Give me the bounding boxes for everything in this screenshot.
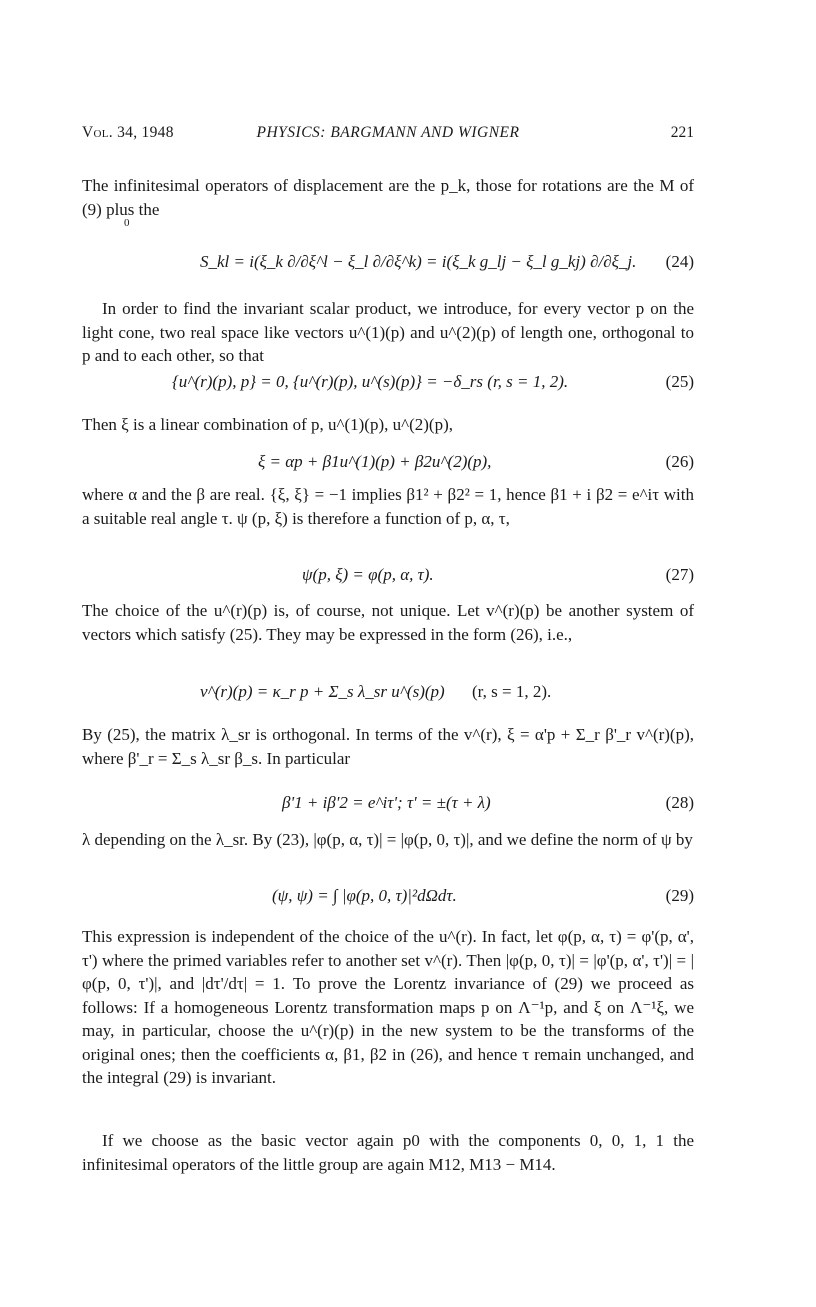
equation-28-number: (28) [665, 793, 694, 812]
equation-26 [82, 452, 694, 482]
equation-25 [82, 372, 694, 402]
equation-29 [82, 886, 694, 916]
equation-26-number: (26) [665, 452, 694, 471]
paragraph-5: The choice of the u^(r)(p) is, of course, not unique. Let v^(r)(p) be another system of vectors which satisfy (25). They may be expressed in the form (26), i.e., [82, 601, 694, 644]
equation-29-body: (ψ, ψ) = ∫ |φ(p, 0, τ)|²dΩdτ. [272, 886, 457, 905]
paragraph-9: If we choose as the basic vector again p0 with the components 0, 0, 1, 1 the infinitesimal operators of the little group are again M12, M13 − M14. [82, 1131, 694, 1174]
equation-24-body: S_kl = i(ξ_k ∂/∂ξ^l − ξ_l ∂/∂ξ^k) = i(ξ_k g_lj − ξ_l g_kj) ∂/∂ξ_j. [200, 252, 637, 271]
equation-24-number: (24) [665, 252, 694, 271]
equation-v-condition: (r, s = 1, 2). [472, 682, 552, 701]
volume-label: Vol. 34, 1948 [82, 124, 174, 141]
equation-28 [82, 793, 694, 823]
equation-24 [82, 252, 694, 282]
page-number: 221 [670, 124, 694, 141]
equation-25-body: {u^(r)(p), p} = 0, {u^(r)(p), u^(s)(p)} = −δ_rs (r, s = 1, 2). [172, 372, 569, 391]
running-title: PHYSICS: BARGMANN AND WIGNER [256, 124, 520, 141]
equation-26-body: ξ = αp + β1u^(1)(p) + β2u^(2)(p), [258, 452, 492, 471]
equation-27-body: ψ(p, ξ) = φ(p, α, τ). [302, 565, 434, 584]
paragraph-7: λ depending on the λ_sr. By (23), |φ(p, α, τ)| = |φ(p, 0, τ)|, and we define the norm of ψ by [82, 830, 693, 849]
paragraph-4: where α and the β are real. {ξ, ξ} = −1 implies β1² + β2² = 1, hence β1 + i β2 = e^iτ with a suitable real angle τ. ψ (p, ξ) is therefore a function of p, α, τ, [82, 485, 694, 528]
paragraph-1: The infinitesimal operators of displacement are the p_k, those for rotations are the M of (9) plus the [82, 176, 694, 219]
equation-27 [82, 565, 694, 595]
paragraph-8: This expression is independent of the choice of the u^(r). In fact, let φ(p, α, τ) = φ'(p, α', τ') where the primed variables refer to another set v^(r). Then |φ(p, 0, τ)| = |φ'(p, α', τ')| = |φ(p, 0, τ')|, and |dτ'/dτ| = 1. To prove the Lorentz invariance of (29) we proceed as follows: If a homogeneous Lorentz transformation maps p on Λ⁻¹p, and ξ on Λ⁻¹ξ, we may, in particular, choose the u^(r)(p) in the new system to be the transforms of the original ones; then the coefficients α, β1, β2 in (26), and hence τ remain unchanged, and the integral (29) is invariant. [82, 927, 694, 1087]
equation-v [82, 682, 694, 712]
equation-28-body: β'1 + iβ'2 = e^iτ'; τ' = ±(τ + λ) [282, 793, 491, 812]
m-under-zero: 0 [124, 217, 130, 229]
paragraph-3: Then ξ is a linear combination of p, u^(1)(p), u^(2)(p), [82, 415, 453, 434]
running-header [82, 124, 694, 150]
paragraph-2: In order to find the invariant scalar product, we introduce, for every vector p on the light cone, two real space like vectors u^(1)(p) and u^(2)(p) of length one, orthogonal to p and to each other, so that [82, 299, 694, 365]
equation-27-number: (27) [665, 565, 694, 584]
equation-v-body: v^(r)(p) = κ_r p + Σ_s λ_sr u^(s)(p) [200, 682, 445, 701]
equation-29-number: (29) [665, 886, 694, 905]
equation-25-number: (25) [665, 372, 694, 391]
paragraph-6: By (25), the matrix λ_sr is orthogonal. In terms of the v^(r), ξ = α'p + Σ_r β'_r v^(r)(p), where β'_r = Σ_s λ_sr β_s. In particular [82, 725, 694, 768]
